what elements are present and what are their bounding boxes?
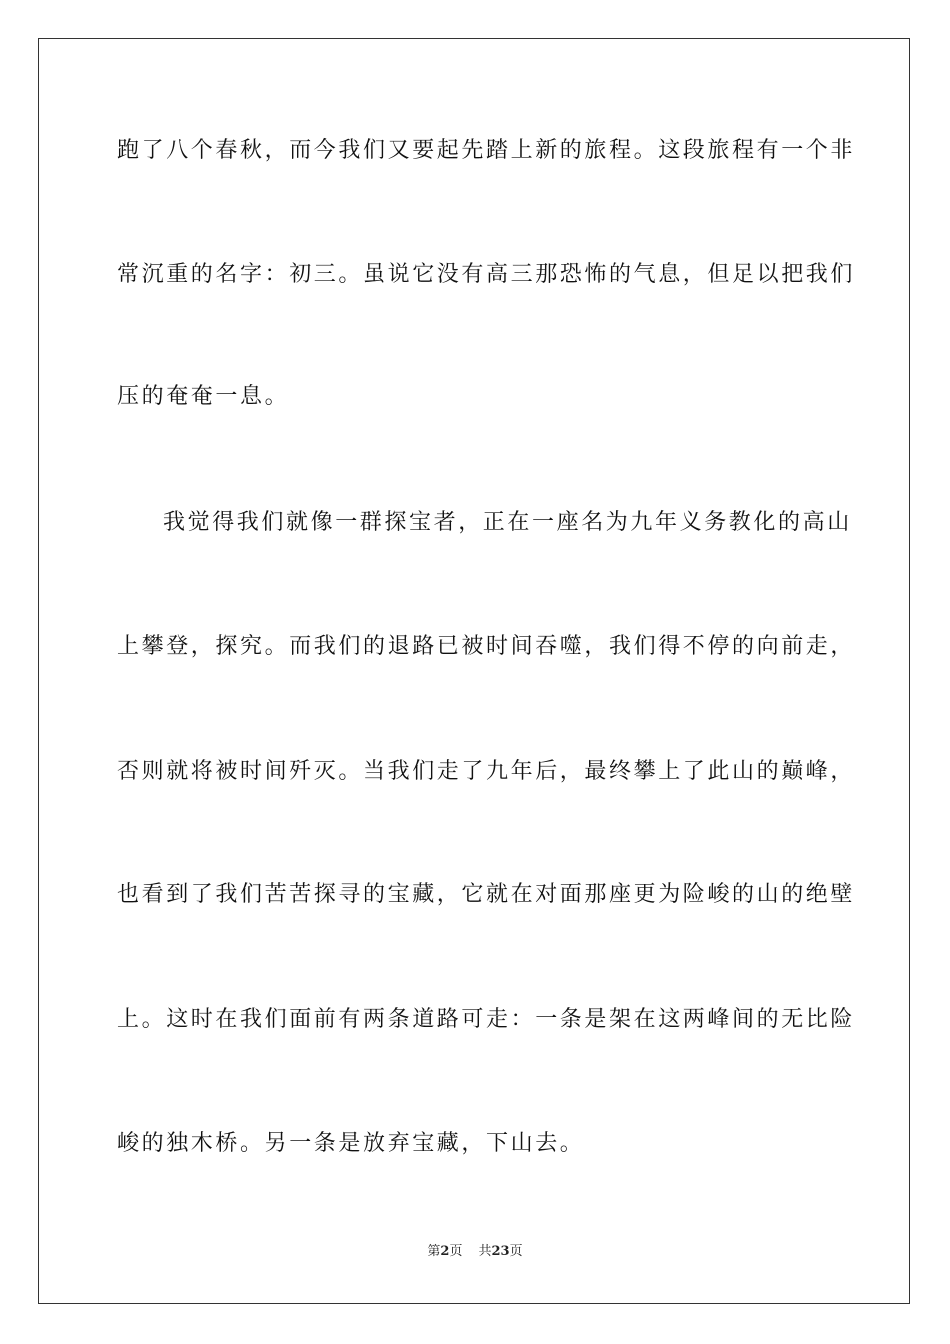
body-line-5: 上攀登，探究。而我们的退路已被时间吞噬，我们得不停的向前走， [117, 634, 856, 659]
body-line-4: 我觉得我们就像一群探宝者，正在一座名为九年义务教化的高山 [163, 510, 852, 535]
body-line-3: 压的奄奄一息。 [117, 384, 290, 409]
page-prefix: 第 [427, 1244, 441, 1259]
total-prefix: 共 [478, 1244, 492, 1259]
body-line-6: 否则就将被时间歼灭。当我们走了九年后，最终攀上了此山的巅峰， [117, 759, 856, 784]
page-border [38, 38, 910, 1304]
body-line-7: 也看到了我们苦苦探寻的宝藏，它就在对面那座更为险峻的山的绝壁 [117, 882, 856, 907]
body-line-1: 跑了八个春秋，而今我们又要起先踏上新的旅程。这段旅程有一个非 [117, 138, 856, 163]
body-line-8: 上。这时在我们面前有两条道路可走：一条是架在这两峰间的无比险 [117, 1007, 856, 1032]
page-number: 2 [440, 1244, 450, 1259]
body-line-9: 峻的独木桥。另一条是放弃宝藏，下山去。 [117, 1131, 585, 1156]
body-line-2: 常沉重的名字：初三。虽说它没有高三那恐怖的气息，但足以把我们 [117, 262, 856, 287]
total-pages: 23 [491, 1244, 510, 1259]
page-footer [0, 1243, 950, 1261]
page-suffix: 页 [449, 1244, 463, 1259]
total-suffix: 页 [509, 1244, 523, 1259]
